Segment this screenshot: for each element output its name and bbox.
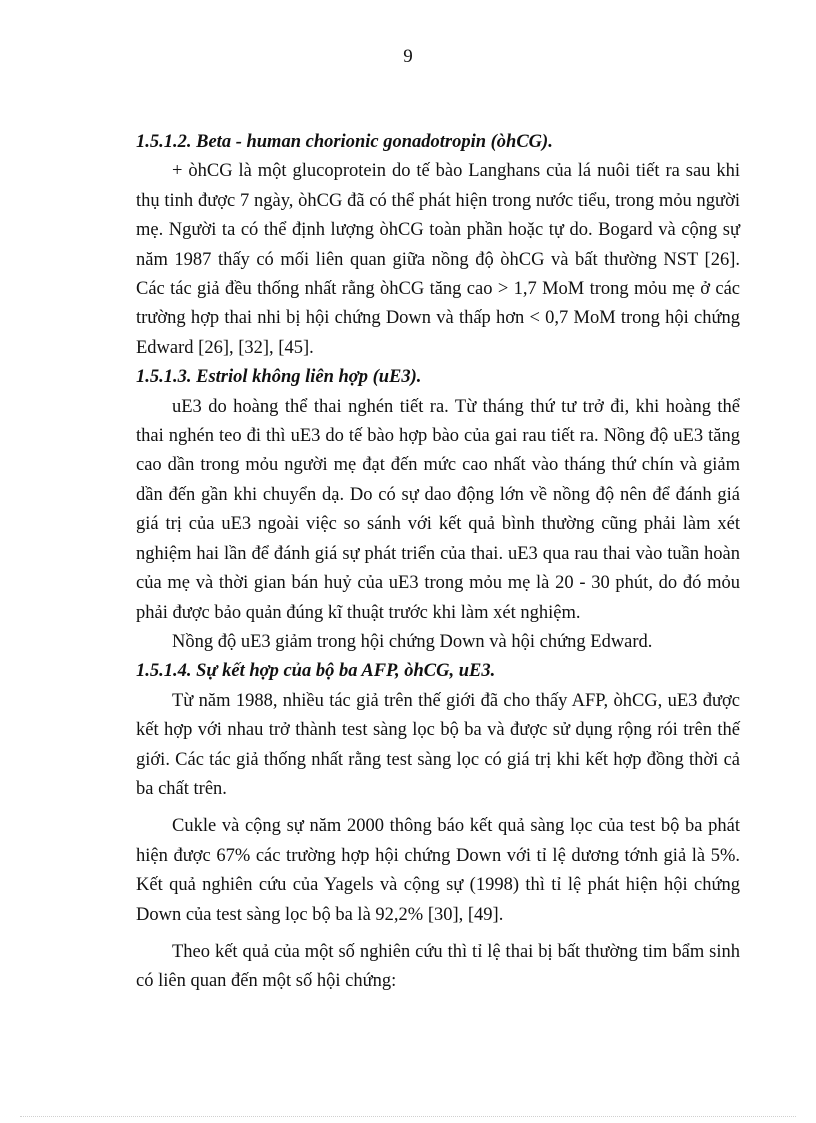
page-number: 9 [403,46,413,67]
paragraph-estriol: uE3 do hoàng thể thai nghén tiết ra. Từ tháng thứ tư trở đi, khi hoàng thể thai nghén teo đi thì uE3 do tế bào hợp bào của gai rau tiết ra. Nồng độ uE3 tăng cao dần trong mỏu người mẹ đạt đến mức cao nhất vào tháng thứ chín và giảm dần đến gần khi chuyển dạ. Do có sự dao động lớn về nồng độ nên để đánh giá giá trị của uE3 ngoài việc so sánh với kết quả bình thường cũng phải làm xét nghiệm hai lần để đánh giá sự phát triển của thai. uE3 qua rau thai vào tuần hoàn của mẹ và thời gian bán huỷ của uE3 trong mỏu mẹ là 20 - 30 phút, do đó mỏu phải được bảo quản đúng kĩ thuật trước khi làm xét nghiệm. [136,396,740,623]
document-body [136,128,740,997]
section-heading-beta-hcg: 1.5.1.2. Beta - human chorionic gonadotropin (òhCG). [136,132,553,152]
section-heading-estriol: 1.5.1.3. Estriol không liên hợp (uE3). [136,367,422,388]
paragraph-beta-hcg: + òhCG là một glucoprotein do tế bào Langhans của lá nuôi tiết ra sau khi thụ tinh được 7 ngày, òhCG đã có thể phát hiện trong nước tiểu, trong mỏu người mẹ. Người ta có thể định lượng òhCG toàn phần hoặc tự do. Bogard và cộng sự năm 1987 thấy có mối liên quan giữa nồng độ òhCG và bất thường NST [26]. Các tác giả đều thống nhất rằng òhCG tăng cao > 1,7 MoM trong mỏu mẹ ở các trường hợp thai nhi bị hội chứng Down và thấp hơn < 0,7 MoM trong hội chứng Edward [26], [32], [45]. [136,161,740,358]
paragraph-triple-test-intro: Từ năm 1988, nhiều tác giả trên thế giới đã cho thấy AFP, òhCG, uE3 được kết hợp với nhau trở thành test sàng lọc bộ ba và được sử dụng rộng rói trên thế giới. Các tác giả thống nhất rằng test sàng lọc có giá trị khi kết hợp đồng thời cả ba chất trên. [136,690,740,799]
page-bottom-divider [20,1116,796,1117]
paragraph-heart-defects: Theo kết quả của một số nghiên cứu thì tỉ lệ thai bị bất thường tim bẩm sinh có liên quan đến một số hội chứng: [136,941,740,992]
paragraph-estriol-summary: Nồng độ uE3 giảm trong hội chứng Down và hội chứng Edward. [172,631,653,652]
section-heading-triple-test: 1.5.1.4. Sự kết hợp của bộ ba AFP, òhCG, uE3. [136,661,496,682]
paragraph-triple-test-results: Cukle và cộng sự năm 2000 thông báo kết quả sàng lọc của test bộ ba phát hiện được 67% các trường hợp hội chứng Down với tỉ lệ dương tớnh giả là 5%. Kết quả nghiên cứu của Yagels và cộng sự (1998) thì tỉ lệ phát hiện hội chứng Down của test sàng lọc bộ ba là 92,2% [30], [49]. [136,816,740,925]
